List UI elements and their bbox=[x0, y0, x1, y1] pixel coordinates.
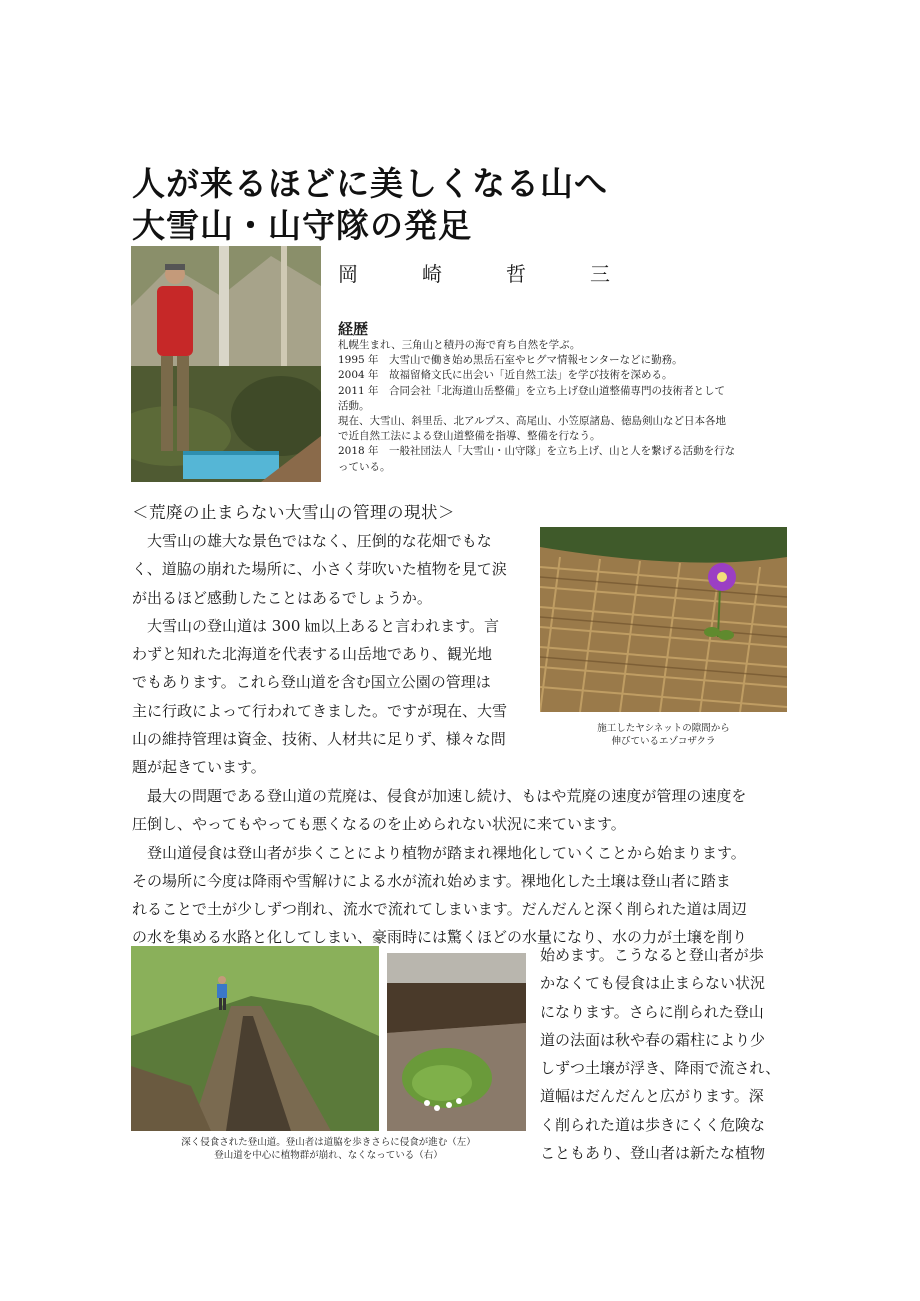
body-line: しずつ土壌が浮き、降雨で流され、 bbox=[540, 1059, 781, 1078]
primrose-net-photo bbox=[540, 527, 787, 712]
body-line: わずと知れた北海道を代表する山岳地であり、観光地 bbox=[132, 645, 493, 664]
bio-line: 活動。 bbox=[338, 399, 370, 412]
bio-line: 2011 年 合同会社「北海道山岳整備」を立ち上げ登山道整備専門の技術者として bbox=[338, 384, 726, 397]
body-line: 最大の問題である登山道の荒廃は、侵食が加速し続け、もはや荒廃の速度が管理の速度を bbox=[132, 787, 747, 805]
erosion-photos-caption bbox=[131, 1136, 526, 1162]
bio-line: っている。 bbox=[338, 460, 391, 473]
bio-text bbox=[338, 338, 798, 475]
body-line: 題が起きています。 bbox=[132, 758, 266, 777]
article-title-line-1: 人が来るほどに美しくなる山へ bbox=[132, 164, 608, 203]
body-line: 始めます。こうなると登山者が歩 bbox=[540, 946, 764, 964]
bio-line: 札幌生まれ、三角山と積丹の海で育ち自然を学ぶ。 bbox=[338, 339, 581, 351]
bio-heading: 経歴 bbox=[338, 320, 369, 338]
body-line: 圧倒し、やってもやっても悪くなるのを止められない状況に来ています。 bbox=[132, 815, 626, 834]
body-line: になります。さらに削られた登山 bbox=[540, 1002, 764, 1021]
caption-line: 施工したヤシネットの隙間から bbox=[597, 723, 730, 734]
body-line: こともあり、登山者は新たな植物 bbox=[540, 1144, 766, 1163]
body-line: 山の維持管理は資金、技術、人材共に足りず、様々な問 bbox=[132, 730, 506, 749]
article-title-line-2: 大雪山・山守隊の発足 bbox=[132, 206, 472, 245]
body-line: が出るほど感動したことはあるでしょうか。 bbox=[132, 588, 432, 607]
body-line: 登山道侵食は登山者が歩くことにより植物が踏まれ裸地化していくことから始まります。 bbox=[132, 843, 746, 862]
caption-line: 深く侵食された登山道。登山者は道脇を歩きさらに侵食が進む（左） bbox=[181, 1137, 476, 1148]
collapsed-vegetation-photo-right bbox=[387, 953, 526, 1131]
body-line: く削られた道は歩きにくく危険な bbox=[540, 1115, 766, 1134]
body-line: 大雪山の登山道は 300 ㎞以上あると言われます。言 bbox=[132, 616, 499, 635]
body-text-column bbox=[540, 941, 800, 1167]
body-line: かなくても侵食は止まらない状況 bbox=[540, 974, 766, 993]
bio-line: 現在、大雪山、斜里岳、北アルプス、高尾山、小笠原諸島、徳島剣山など日本各地 bbox=[338, 415, 726, 428]
bio-line: 2004 年 故福留脩文氏に出会い「近自然工法」を学び技術を深める。 bbox=[338, 369, 673, 382]
bio-line: 1995 年 大雪山で働き始め黒岳石室やヒグマ情報センターなどに勤務。 bbox=[338, 354, 683, 367]
body-line: 大雪山の雄大な景色ではなく、圧倒的な花畑でもな bbox=[132, 532, 492, 550]
author-name: 岡 崎 哲 三 bbox=[338, 262, 632, 286]
body-line: 道幅はだんだんと広がります。深 bbox=[540, 1087, 764, 1106]
body-line: れることで土が少しずつ削れ、流水で流れてしまいます。だんだんと深く削られた道は周辺 bbox=[132, 900, 747, 919]
body-line: 道の法面は秋や春の霜柱により少 bbox=[540, 1030, 766, 1049]
body-line: その場所に今度は降雨や雪解けによる水が流れ始めます。裸地化した土壌は登山者に踏ま bbox=[132, 871, 731, 890]
body-line: でもあります。これら登山道を含む国立公園の管理は bbox=[132, 673, 491, 692]
eroded-trail-photo-left bbox=[131, 946, 379, 1131]
bio-line: で近自然工法による登山道整備を指導、整備を行なう。 bbox=[338, 430, 601, 443]
caption-line: 伸びているエゾコザクラ bbox=[611, 736, 716, 747]
body-line: く、道脇の崩れた場所に、小さく芽吹いた植物を見て涙 bbox=[132, 560, 507, 579]
body-text-wide bbox=[132, 782, 792, 952]
body-line: 主に行政によって行われてきました。ですが現在、大雪 bbox=[132, 701, 508, 720]
flower-photo-caption bbox=[540, 722, 787, 748]
body-line: の水を集める水路と化してしまい、豪雨時には驚くほどの水量になり、水の力が土壌を削り bbox=[132, 928, 748, 947]
bio-line: 2018 年 一般社団法人「大雪山・山守隊」を立ち上げ、山と人を繋げる活動を行な bbox=[338, 445, 736, 458]
section-heading: ＜荒廃の止まらない大雪山の管理の現状＞ bbox=[132, 503, 455, 522]
body-text-narrow bbox=[132, 527, 532, 782]
caption-line: 登山道を中心に植物群が崩れ、なくなっている（右） bbox=[214, 1150, 443, 1161]
author-photo bbox=[131, 246, 321, 482]
